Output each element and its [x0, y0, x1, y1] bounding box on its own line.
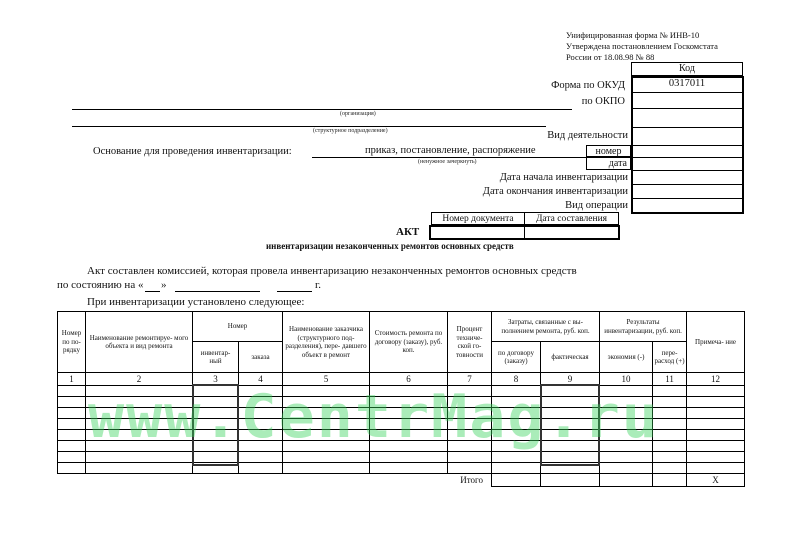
table-cell[interactable] — [193, 386, 239, 397]
table-row — [58, 441, 745, 452]
column-numbers-row — [58, 373, 745, 386]
date-label: дата — [586, 157, 631, 170]
table-cell[interactable] — [448, 463, 492, 474]
table-cell[interactable] — [687, 452, 745, 463]
table-cell[interactable] — [58, 452, 86, 463]
table-cell[interactable] — [193, 452, 239, 463]
total-label: Итого — [460, 475, 483, 485]
col-number: 8 — [492, 373, 541, 386]
table-cell[interactable] — [492, 397, 541, 408]
code-header: Код — [679, 63, 695, 74]
table-cell[interactable] — [653, 397, 687, 408]
watermark: www.CentrMag.ru — [88, 382, 660, 452]
division-line[interactable] — [72, 126, 546, 127]
col-number: 9 — [541, 373, 600, 386]
table-cell[interactable] — [58, 386, 86, 397]
end-date-label: Дата окончания инвентаризации — [482, 186, 628, 197]
table-cell[interactable] — [687, 408, 745, 419]
col-percent-header: Процент техниче- ской го- товности — [448, 312, 492, 373]
table-cell[interactable] — [86, 463, 193, 474]
code-header-box — [631, 62, 743, 76]
doc-number-header: Номер документа — [431, 212, 525, 225]
table-cell[interactable] — [600, 419, 653, 430]
table-cell[interactable] — [600, 441, 653, 452]
col-customer-header: Наименование заказчика (структурного под- разделения), пере- давшего объект в ремонт — [283, 312, 370, 373]
table-cell[interactable] — [283, 419, 370, 430]
table-cell[interactable] — [239, 386, 283, 397]
table-cell[interactable] — [448, 397, 492, 408]
table-cell[interactable] — [687, 386, 745, 397]
table-cell[interactable] — [492, 408, 541, 419]
table-cell[interactable] — [492, 452, 541, 463]
state-month-field[interactable] — [175, 291, 260, 292]
table-cell[interactable] — [448, 441, 492, 452]
table-body — [58, 386, 745, 474]
table-cell[interactable] — [58, 463, 86, 474]
col-number: 2 — [86, 373, 193, 386]
table-cell[interactable] — [193, 408, 239, 419]
table-cell[interactable] — [541, 408, 600, 419]
doc-date-header: Дата составления — [524, 212, 619, 225]
table-cell[interactable] — [58, 408, 86, 419]
table-cell[interactable] — [492, 419, 541, 430]
basis-line[interactable] — [312, 157, 586, 158]
table-cell[interactable] — [541, 386, 600, 397]
col-overrun-header: пере- расход (+) — [653, 342, 687, 373]
activity-label: Вид деятельности — [547, 130, 628, 141]
table-cell[interactable] — [600, 386, 653, 397]
table-row — [58, 397, 745, 408]
table-cell[interactable] — [448, 452, 492, 463]
table-cell[interactable] — [541, 463, 600, 474]
table-cell[interactable] — [492, 430, 541, 441]
col-number: 12 — [687, 373, 745, 386]
table-cell[interactable] — [687, 463, 745, 474]
col-name-header: Наименование ремонтируе- мого объекта и вид ремонта — [86, 312, 193, 373]
col-exp-contract-header: по договору (заказу) — [492, 342, 541, 373]
table-cell[interactable] — [86, 441, 193, 452]
total-mark: X — [687, 474, 745, 487]
col-results-header: Результаты инвентаризации, руб. коп. — [600, 312, 687, 342]
table-cell[interactable] — [541, 397, 600, 408]
table-cell[interactable] — [283, 430, 370, 441]
table-cell[interactable] — [600, 408, 653, 419]
table-cell[interactable] — [687, 430, 745, 441]
state-suffix: г. — [315, 279, 322, 291]
table-row — [58, 419, 745, 430]
form-name: Унифицированная форма № ИНВ-10 — [566, 30, 700, 40]
total-cell[interactable] — [653, 474, 687, 487]
table-cell[interactable] — [370, 430, 448, 441]
organization-caption: (организация) — [340, 111, 376, 117]
table-cell[interactable] — [448, 419, 492, 430]
form-approval: Утверждена постановлением Госкомстата — [566, 41, 718, 51]
table-cell[interactable] — [492, 386, 541, 397]
table-cell[interactable] — [86, 430, 193, 441]
table-row — [58, 452, 745, 463]
col-number: 5 — [283, 373, 370, 386]
table-cell[interactable] — [193, 419, 239, 430]
table-cell[interactable] — [86, 452, 193, 463]
table-cell[interactable] — [58, 441, 86, 452]
basis-label: Основание для проведения инвентаризации: — [93, 146, 292, 157]
strike-caption: (ненужное зачеркнуть) — [418, 159, 477, 165]
act-title: АКТ — [396, 226, 420, 238]
table-cell[interactable] — [653, 386, 687, 397]
table-cell[interactable] — [600, 430, 653, 441]
state-prefix: по состоянию на « — [57, 279, 144, 291]
table-cell[interactable] — [193, 463, 239, 474]
table-cell[interactable] — [239, 463, 283, 474]
repairs-table — [57, 311, 745, 487]
table-row — [58, 430, 745, 441]
col-number: 10 — [600, 373, 653, 386]
table-cell[interactable] — [541, 452, 600, 463]
table-cell[interactable] — [600, 463, 653, 474]
table-cell[interactable] — [283, 386, 370, 397]
table-cell[interactable] — [193, 441, 239, 452]
table-cell[interactable] — [653, 430, 687, 441]
division-caption: (структурное подразделение) — [313, 128, 388, 134]
table-cell[interactable] — [370, 386, 448, 397]
state-mid: » — [161, 279, 167, 291]
number-label: номер — [586, 145, 631, 157]
table-cell[interactable] — [600, 397, 653, 408]
table-cell[interactable] — [193, 397, 239, 408]
table-cell[interactable] — [687, 419, 745, 430]
table-cell[interactable] — [370, 441, 448, 452]
col-cost-header: Стоимость ремонта по договору (заказу), руб. коп. — [370, 312, 448, 373]
table-cell[interactable] — [541, 430, 600, 441]
table-cell[interactable] — [448, 430, 492, 441]
table-cell[interactable] — [492, 463, 541, 474]
act-subtitle: инвентаризации незаконченных ремонтов основных средств — [266, 241, 514, 251]
col-number: 4 — [239, 373, 283, 386]
col-expenses-header: Затраты, связанные с вы- полнением ремонта, руб. коп. — [492, 312, 600, 342]
table-cell[interactable] — [492, 441, 541, 452]
table-cell[interactable] — [370, 463, 448, 474]
table-row — [58, 386, 745, 397]
start-date-label: Дата начала инвентаризации — [499, 172, 628, 183]
table-cell[interactable] — [448, 386, 492, 397]
table-cell[interactable] — [541, 419, 600, 430]
table-cell[interactable] — [239, 408, 283, 419]
form-approval-date: России от 18.08.98 № 88 — [566, 52, 655, 62]
table-cell[interactable] — [86, 386, 193, 397]
table-cell[interactable] — [239, 419, 283, 430]
total-row — [58, 474, 745, 487]
col-order-number-header: заказа — [239, 342, 283, 373]
table-cell[interactable] — [541, 441, 600, 452]
table-cell[interactable] — [653, 463, 687, 474]
findings-text: При инвентаризации установлено следующее: — [87, 296, 305, 308]
table-row — [58, 463, 745, 474]
basis-value: приказ, постановление, распоряжение — [365, 145, 536, 156]
col-savings-header: экономия (-) — [600, 342, 653, 373]
table-cell[interactable] — [58, 397, 86, 408]
col-number: 11 — [653, 373, 687, 386]
table-cell[interactable] — [58, 430, 86, 441]
table-cell[interactable] — [283, 408, 370, 419]
form-header — [566, 30, 718, 63]
state-day-field[interactable] — [145, 291, 160, 292]
col-number: 6 — [370, 373, 448, 386]
col-note-header: Примеча- ние — [687, 312, 745, 373]
state-year-field[interactable] — [277, 291, 312, 292]
col-inv-number-header: инвентар- ный — [193, 342, 239, 373]
table-cell[interactable] — [239, 397, 283, 408]
table-cell[interactable] — [86, 408, 193, 419]
table-cell[interactable] — [239, 441, 283, 452]
table-cell[interactable] — [687, 397, 745, 408]
table-cell[interactable] — [86, 419, 193, 430]
table-cell[interactable] — [283, 397, 370, 408]
table-cell[interactable] — [448, 408, 492, 419]
table-cell[interactable] — [58, 419, 86, 430]
col-number: 7 — [448, 373, 492, 386]
col-rownum-header: Номер по по- рядку — [58, 312, 86, 373]
organization-line[interactable] — [72, 109, 572, 110]
table-cell[interactable] — [283, 441, 370, 452]
total-cell[interactable] — [600, 474, 653, 487]
col-number: 1 — [58, 373, 86, 386]
table-cell[interactable] — [239, 430, 283, 441]
table-cell[interactable] — [239, 452, 283, 463]
okud-code-value: 0317011 — [668, 78, 706, 89]
table-cell[interactable] — [687, 441, 745, 452]
okud-label: Форма по ОКУД — [551, 80, 625, 91]
table-cell[interactable] — [653, 452, 687, 463]
table-cell[interactable] — [370, 397, 448, 408]
table-cell[interactable] — [653, 441, 687, 452]
table-cell[interactable] — [653, 408, 687, 419]
total-cell[interactable] — [541, 474, 600, 487]
table-cell[interactable] — [370, 408, 448, 419]
table-cell[interactable] — [370, 452, 448, 463]
table-cell[interactable] — [193, 430, 239, 441]
operation-label: Вид операции — [565, 200, 628, 211]
col-number: 3 — [193, 373, 239, 386]
table-row — [58, 408, 745, 419]
table-cell[interactable] — [653, 419, 687, 430]
table-cell[interactable] — [600, 452, 653, 463]
col-number-header: Номер — [193, 312, 283, 342]
table-cell[interactable] — [86, 397, 193, 408]
okpo-label: по ОКПО — [581, 96, 625, 107]
table-cell[interactable] — [283, 463, 370, 474]
col-exp-actual-header: фактическая — [541, 342, 600, 373]
table-cell[interactable] — [370, 419, 448, 430]
total-cell[interactable] — [492, 474, 541, 487]
table-cell[interactable] — [283, 452, 370, 463]
commission-text: Акт составлен комиссией, которая провела инвентаризацию незаконченных ремонтов основных средств — [87, 265, 577, 277]
